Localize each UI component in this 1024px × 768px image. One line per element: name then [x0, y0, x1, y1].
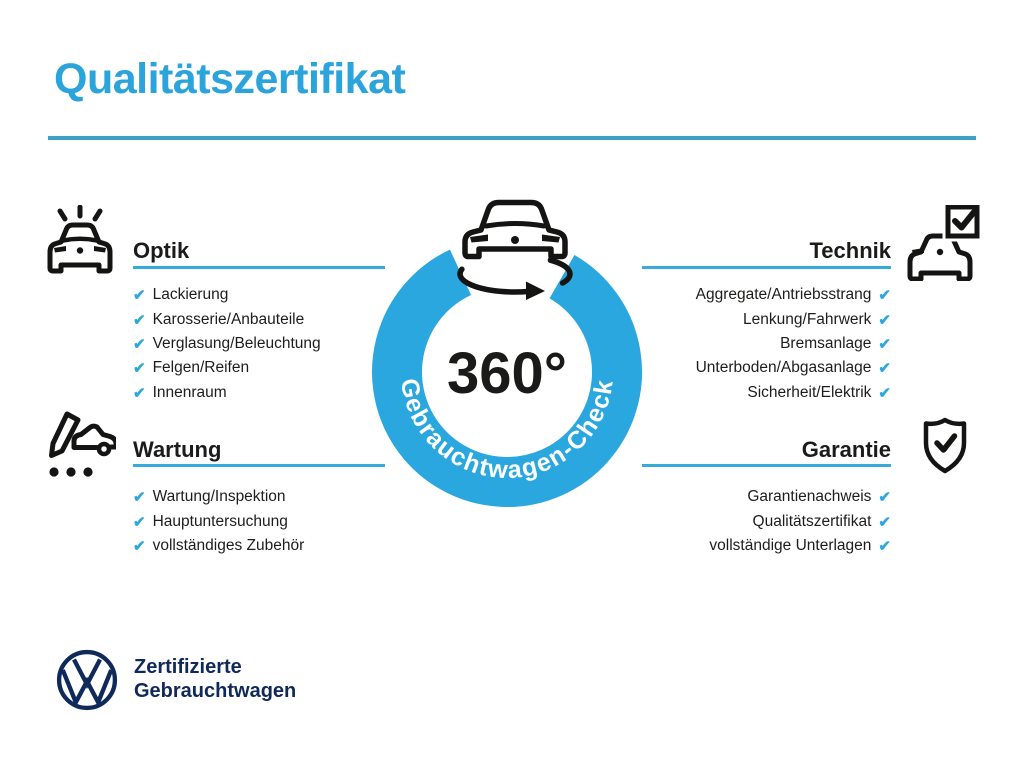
- checklist-item-label: Sicherheit/Elektrik: [747, 383, 872, 401]
- checklist-item-label: Verglasung/Beleuchtung: [152, 334, 321, 352]
- brand-line-2: Gebrauchtwagen: [134, 680, 297, 702]
- optik-underline: [133, 266, 385, 269]
- checklist-item: [582, 509, 891, 533]
- section-title-garantie: Garantie: [801, 437, 891, 462]
- checklist-item-label: Wartung/Inspektion: [152, 488, 286, 506]
- check-icon: ✔: [878, 513, 891, 531]
- checklist-item: [582, 534, 891, 558]
- section-title-optik: Optik: [133, 238, 190, 263]
- checklist-item: [133, 307, 321, 331]
- wartung-underline: [133, 464, 385, 467]
- check-icon: ✔: [878, 537, 891, 555]
- check-icon: ✔: [133, 537, 146, 555]
- badge-360-check: [352, 182, 662, 512]
- ring-label: Gebrauchtwagen-Check: [394, 376, 619, 485]
- checklist-item-label: Unterboden/Abgasanlage: [695, 359, 872, 377]
- car-360-rotation-icon: [460, 203, 570, 301]
- checklist-item: [133, 381, 321, 405]
- checklist-item: [133, 509, 304, 533]
- header-divider: [48, 136, 976, 140]
- rotation-arrowhead: [526, 282, 545, 301]
- check-icon: ✔: [133, 384, 146, 402]
- check-icon: ✔: [133, 287, 146, 305]
- check-icon: ✔: [878, 311, 891, 329]
- checklist-item-label: Lenkung/Fahrwerk: [743, 310, 872, 328]
- vw-logo: [56, 649, 118, 711]
- brand-line-1: Zertifizierte: [134, 656, 242, 678]
- check-icon: ✔: [878, 360, 891, 378]
- check-icon: ✔: [133, 489, 146, 507]
- degrees-label: 360°: [447, 341, 567, 406]
- service-checklist-icon: [40, 408, 116, 484]
- checklist-item: [133, 534, 304, 558]
- checklist-item: [133, 332, 321, 356]
- brand-name: [134, 655, 296, 703]
- checklist-item-label: vollständige Unterlagen: [709, 536, 872, 554]
- sparkling-car-icon: [44, 205, 116, 281]
- check-icon: ✔: [133, 311, 146, 329]
- checklist-item-label: Garantienachweis: [747, 488, 872, 506]
- checklist-item-label: Felgen/Reifen: [152, 359, 250, 377]
- checklist-item-label: Aggregate/Antriebsstrang: [695, 286, 872, 304]
- checklist-item-label: Karosserie/Anbauteile: [152, 310, 305, 328]
- checklist-item-label: Innenraum: [152, 383, 227, 401]
- checklist-item: [133, 485, 304, 509]
- shield-check-icon: [916, 417, 974, 479]
- check-icon: ✔: [878, 489, 891, 507]
- section-title-technik: Technik: [809, 238, 891, 263]
- check-icon: ✔: [133, 335, 146, 353]
- page-title: Qualitätszertifikat: [54, 55, 406, 103]
- checklist-item-label: vollständiges Zubehör: [152, 536, 305, 554]
- section-title-wartung: Wartung: [133, 437, 222, 462]
- check-icon: ✔: [878, 384, 891, 402]
- checklist-item-label: Qualitätszertifikat: [752, 512, 872, 530]
- garantie-underline: [642, 464, 891, 467]
- checklist-item: [133, 356, 321, 380]
- checklist-item-label: Hauptuntersuchung: [152, 512, 288, 530]
- checklist-item: [133, 283, 321, 307]
- check-icon: ✔: [878, 287, 891, 305]
- check-icon: ✔: [878, 335, 891, 353]
- check-icon: ✔: [133, 513, 146, 531]
- wartung-checklist: [133, 485, 304, 558]
- car-checkbox-icon: [904, 205, 980, 281]
- technik-underline: [642, 266, 891, 269]
- checklist-item-label: Lackierung: [152, 286, 229, 304]
- checklist-item-label: Bremsanlage: [780, 334, 872, 352]
- optik-checklist: [133, 283, 321, 405]
- check-icon: ✔: [133, 360, 146, 378]
